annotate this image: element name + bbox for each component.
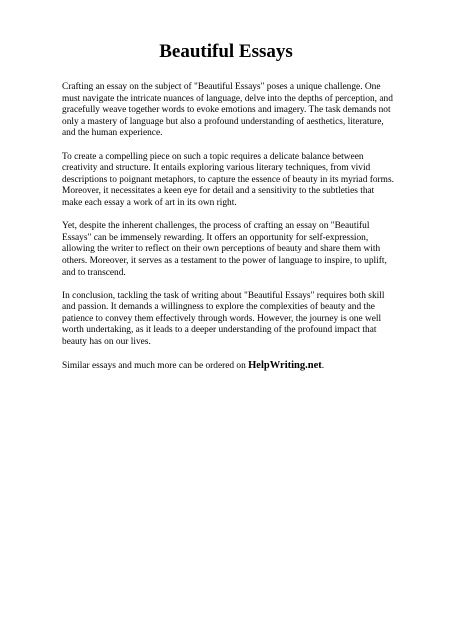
- document-title: Beautiful Essays: [159, 41, 293, 62]
- closing-line: [62, 360, 394, 373]
- paragraph-1: Crafting an essay on the subject of "Beautiful Essays" poses a unique challenge. One must navigate the intricate nuances of language, delve into the depths of perception, and gracefully weave together words to evoke emotions and imagery. The task demands not only a mastery of language but also a profound understanding of aesthetics, literature, and the human experience.: [62, 82, 393, 139]
- paragraph-4: In conclusion, tackling the task of writing about "Beautiful Essays" requires both skill and passion. It demands a willingness to explore the complexities of beauty and the patience to convey them effectively through words. However, the journey is one well worth undertaking, as it leads to a deeper understanding of the profound impact that beauty has on our lives.: [62, 290, 385, 348]
- paragraph-2: To create a compelling piece on such a topic requires a delicate balance between creativity and structure. It entails exploring various literary techniques, from vivid descriptions to poignant metaphors, to capture the essence of beauty in its myriad forms. Moreover, it necessitates a keen eye for detail and a sensitivity to the subtleties that make each essay a work of art in its own right.: [62, 151, 394, 208]
- closing-suffix: .: [321, 361, 325, 372]
- helpwriting-link[interactable]: HelpWriting.net: [248, 360, 322, 372]
- paragraph-3: Yet, despite the inherent challenges, the process of crafting an essay on "Beautiful Essays" can be immensely rewarding. It offers an opportunity for self-expression, allowing the writer to reflect on their own perceptions of beauty and share them with others. Moreover, it serves as a testament to the power of language to inspire, to uplift, and to transcend.: [62, 221, 387, 278]
- document-body: [62, 82, 394, 384]
- closing-text: Similar essays and much more can be ordered on: [62, 361, 246, 372]
